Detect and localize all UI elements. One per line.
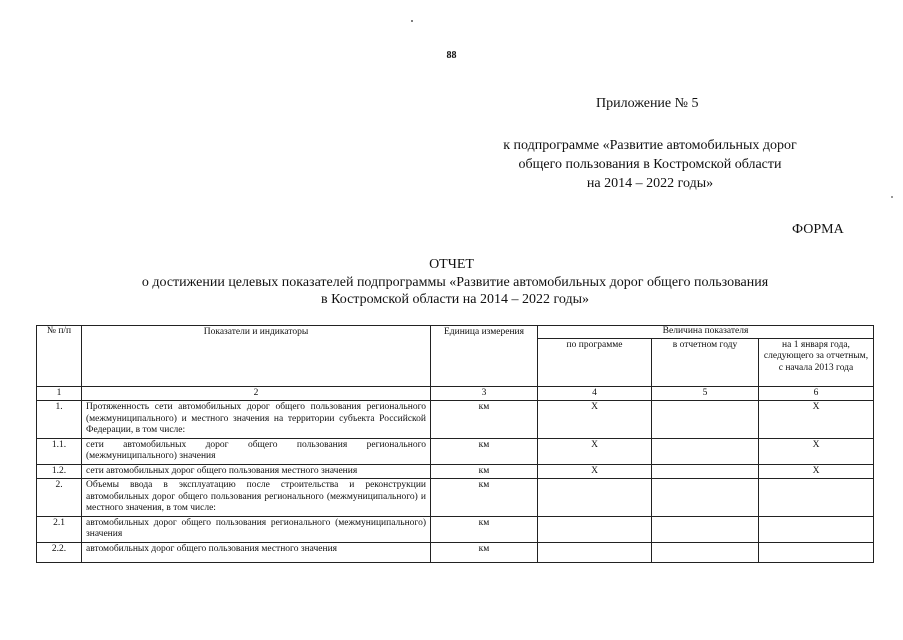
row-name: сети автомобильных дорог общего пользования местного значения (82, 464, 431, 479)
row-program: Х (538, 464, 652, 479)
table-row (37, 516, 874, 542)
row-name: Объемы ввода в эксплуатацию после строительства и реконструкции автомобильных дорог общего пользования регионального (межмуниципального) и местного значения, в том числе: (82, 479, 431, 517)
table-row (37, 401, 874, 439)
header-value-group: Величина показателя (538, 326, 874, 339)
row-num: 1.1. (37, 438, 82, 464)
form-label: ФОРМА (792, 222, 844, 237)
row-num: 1.2. (37, 464, 82, 479)
row-jan1: Х (759, 438, 874, 464)
row-num: 2. (37, 479, 82, 517)
row-jan1 (759, 516, 874, 542)
row-unit: км (431, 479, 538, 517)
header-jan1: на 1 января года, следующего за отчетным, с начала 2013 года (759, 338, 874, 386)
column-number: 4 (538, 386, 652, 401)
table-header-row (37, 326, 874, 339)
header-reporting-year: в отчетном году (652, 338, 759, 386)
appendix-label: Приложение № 5 (596, 96, 699, 111)
header-unit: Единица измерения (431, 326, 538, 387)
report-subtitle-line: в Костромской области на 2014 – 2022 годы» (320, 292, 590, 307)
row-program (538, 479, 652, 517)
column-number-row (37, 386, 874, 401)
report-subtitle-line: о достижении целевых показателей подпрограммы «Развитие автомобильных дорог общего пользования (141, 275, 769, 290)
row-jan1: Х (759, 464, 874, 479)
page-number: 88 (446, 50, 457, 61)
header-num: № п/п (37, 326, 82, 387)
row-year (652, 401, 759, 439)
subprogram-line: общего пользования в Костромской области (518, 157, 782, 172)
table-row (37, 479, 874, 517)
row-year (652, 516, 759, 542)
row-year (652, 438, 759, 464)
row-unit: км (431, 464, 538, 479)
row-year (652, 479, 759, 517)
row-unit: км (431, 516, 538, 542)
subprogram-line: на 2014 – 2022 годы» (586, 176, 714, 191)
row-num: 2.2. (37, 542, 82, 562)
row-jan1 (759, 542, 874, 562)
report-title: ОТЧЕТ (429, 257, 474, 272)
row-num: 2.1 (37, 516, 82, 542)
row-unit: км (431, 401, 538, 439)
row-program (538, 542, 652, 562)
scan-speck (411, 20, 413, 22)
row-name: автомобильных дорог общего пользования регионального (межмуниципального) значения (82, 516, 431, 542)
column-number: 6 (759, 386, 874, 401)
row-program: Х (538, 438, 652, 464)
scan-speck (891, 196, 893, 198)
table-row (37, 438, 874, 464)
row-name: Протяженность сети автомобильных дорог общего пользования регионального (межмуниципального) и местного значения на территории субъекта Российской Федерации, в том числе: (82, 401, 431, 439)
subprogram-line: к подпрограмме «Развитие автомобильных дорог (503, 138, 797, 153)
column-number: 2 (82, 386, 431, 401)
row-name: сети автомобильных дорог общего пользования регионального (межмуниципального) значения (82, 438, 431, 464)
column-number: 5 (652, 386, 759, 401)
row-year (652, 464, 759, 479)
row-jan1 (759, 479, 874, 517)
row-unit: км (431, 438, 538, 464)
table-row (37, 542, 874, 562)
subprogram-reference (470, 136, 830, 193)
column-number: 1 (37, 386, 82, 401)
row-program (538, 516, 652, 542)
column-number: 3 (431, 386, 538, 401)
table-row (37, 464, 874, 479)
header-by-program: по программе (538, 338, 652, 386)
report-table (36, 325, 874, 563)
report-subtitle (80, 274, 830, 308)
row-year (652, 542, 759, 562)
row-program: Х (538, 401, 652, 439)
row-jan1: Х (759, 401, 874, 439)
row-name: автомобильных дорог общего пользования местного значения (82, 542, 431, 562)
row-num: 1. (37, 401, 82, 439)
row-unit: км (431, 542, 538, 562)
header-indicators: Показатели и индикаторы (82, 326, 431, 387)
